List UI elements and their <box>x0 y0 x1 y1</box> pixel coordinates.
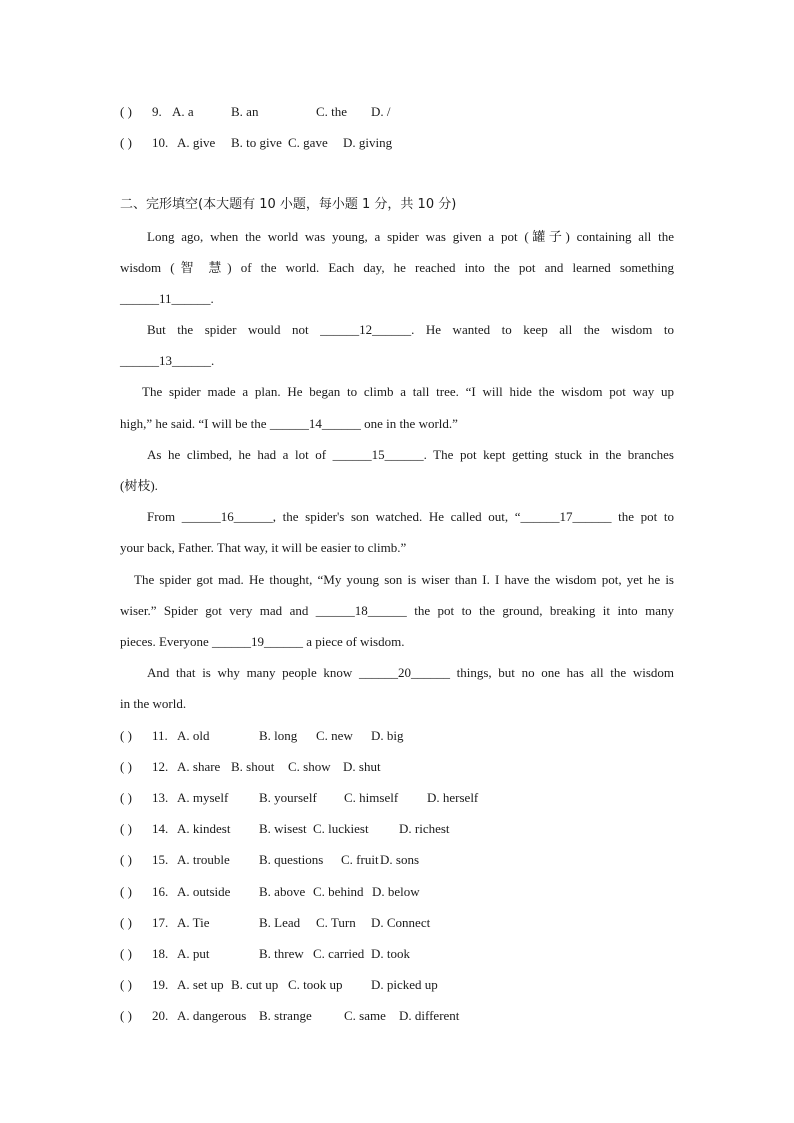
option-c: C. luckiest <box>313 821 369 836</box>
answer-bracket: ( ) <box>120 977 132 992</box>
question-number: 10. <box>152 135 169 150</box>
question-number: 18. <box>152 946 169 961</box>
option-d: D. richest <box>399 821 450 836</box>
option-b: B. Lead <box>259 915 301 930</box>
question-number: 9. <box>152 104 162 119</box>
option-d: D. picked up <box>371 977 438 992</box>
passage-line: As he climbed, he had a lot of ______15______. The pot kept getting stuck in the branches <box>147 447 674 462</box>
option-a: A. put <box>177 946 210 961</box>
option-d: D. shut <box>343 759 381 774</box>
option-b: B. shout <box>231 759 275 774</box>
option-d: D. Connect <box>371 915 431 930</box>
option-d: D. herself <box>427 790 479 805</box>
passage-line: The spider got mad. He thought, “My young son is wiser than I. I have the wisdom pot, yet he is <box>134 572 674 587</box>
option-d: D. different <box>399 1008 460 1023</box>
option-a: A. set up <box>177 977 224 992</box>
answer-bracket: ( ) <box>120 1008 132 1023</box>
option-b: B. threw <box>259 946 304 961</box>
question-number: 12. <box>152 759 169 774</box>
question-number: 16. <box>152 884 169 899</box>
answer-bracket: ( ) <box>120 104 132 119</box>
answer-bracket: ( ) <box>120 821 132 836</box>
answer-bracket: ( ) <box>120 946 132 961</box>
option-c: C. new <box>316 728 353 743</box>
passage-line: in the world. <box>120 696 187 711</box>
passage-line: The spider made a plan. He began to climb a tall tree. “I will hide the wisdom pot way up <box>142 384 674 399</box>
option-b: B. an <box>231 104 259 119</box>
option-b: B. questions <box>259 852 324 867</box>
section-title: 二、完形填空(本大题有 10 小题，每小题 1 分，共 10 分) <box>120 197 457 212</box>
option-a: A. dangerous <box>177 1008 247 1023</box>
question-number: 11. <box>152 728 168 743</box>
option-b: B. above <box>259 884 306 899</box>
option-a: A. trouble <box>177 852 230 867</box>
question-number: 19. <box>152 977 169 992</box>
answer-bracket: ( ) <box>120 915 132 930</box>
option-c: C. behind <box>313 884 364 899</box>
passage-line: your back, Father. That way, it will be easier to climb.” <box>120 540 407 555</box>
option-d: D. below <box>372 884 420 899</box>
option-a: A. Tie <box>177 915 210 930</box>
option-a: A. share <box>177 759 221 774</box>
option-c: C. himself <box>344 790 399 805</box>
answer-bracket: ( ) <box>120 728 132 743</box>
question-number: 17. <box>152 915 169 930</box>
option-c: C. fruit <box>341 852 379 867</box>
option-b: B. cut up <box>231 977 279 992</box>
option-b: B. to give <box>231 135 282 150</box>
question-number: 14. <box>152 821 169 836</box>
answer-bracket: ( ) <box>120 884 132 899</box>
option-d: D. sons <box>380 852 420 867</box>
option-d: D. / <box>371 104 391 119</box>
passage-line: But the spider would not ______12______. He wanted to keep all the wisdom to <box>147 322 674 337</box>
option-c: C. Turn <box>316 915 356 930</box>
option-a: A. outside <box>177 884 231 899</box>
passage-line: high,” he said. “I will be the ______14______ one in the world.” <box>120 416 458 431</box>
option-b: B. yourself <box>259 790 317 805</box>
answer-bracket: ( ) <box>120 759 132 774</box>
option-a: A. old <box>177 728 210 743</box>
option-c: C. same <box>344 1008 386 1023</box>
option-d: D. giving <box>343 135 393 150</box>
passage-line: And that is why many people know ______20______ things, but no one has all the wisdom <box>147 665 674 680</box>
option-b: B. long <box>259 728 298 743</box>
option-a: A. a <box>172 104 194 119</box>
answer-bracket: ( ) <box>120 135 132 150</box>
option-a: A. kindest <box>177 821 231 836</box>
question-number: 13. <box>152 790 169 805</box>
passage-line: wiser.” Spider got very mad and ______18______ the pot to the ground, breaking it into many <box>120 603 674 618</box>
option-c: C. gave <box>288 135 328 150</box>
passage-line: ______13______. <box>120 353 215 368</box>
option-c: C. the <box>316 104 348 119</box>
option-d: D. took <box>371 946 410 961</box>
option-b: B. wisest <box>259 821 307 836</box>
passage-line: (树枝). <box>120 478 158 493</box>
option-c: C. took up <box>288 977 343 992</box>
option-c: C. show <box>288 759 331 774</box>
answer-bracket: ( ) <box>120 790 132 805</box>
passage-line: ______11______. <box>120 291 214 306</box>
passage-line: From ______16______, the spider's son watched. He called out, “______17______ the pot to <box>147 509 674 524</box>
question-number: 15. <box>152 852 169 867</box>
question-number: 20. <box>152 1008 169 1023</box>
answer-bracket: ( ) <box>120 852 132 867</box>
passage-line: pieces. Everyone ______19______ a piece of wisdom. <box>120 634 405 649</box>
option-a: A. myself <box>177 790 229 805</box>
option-b: B. strange <box>259 1008 312 1023</box>
passage-line: wisdom (智 慧) of the world. Each day, he reached into the pot and learned something <box>120 260 674 275</box>
option-d: D. big <box>371 728 404 743</box>
passage-line: Long ago, when the world was young, a spider was given a pot (罐子) containing all the <box>147 229 674 244</box>
option-a: A. give <box>177 135 216 150</box>
option-c: C. carried <box>313 946 365 961</box>
